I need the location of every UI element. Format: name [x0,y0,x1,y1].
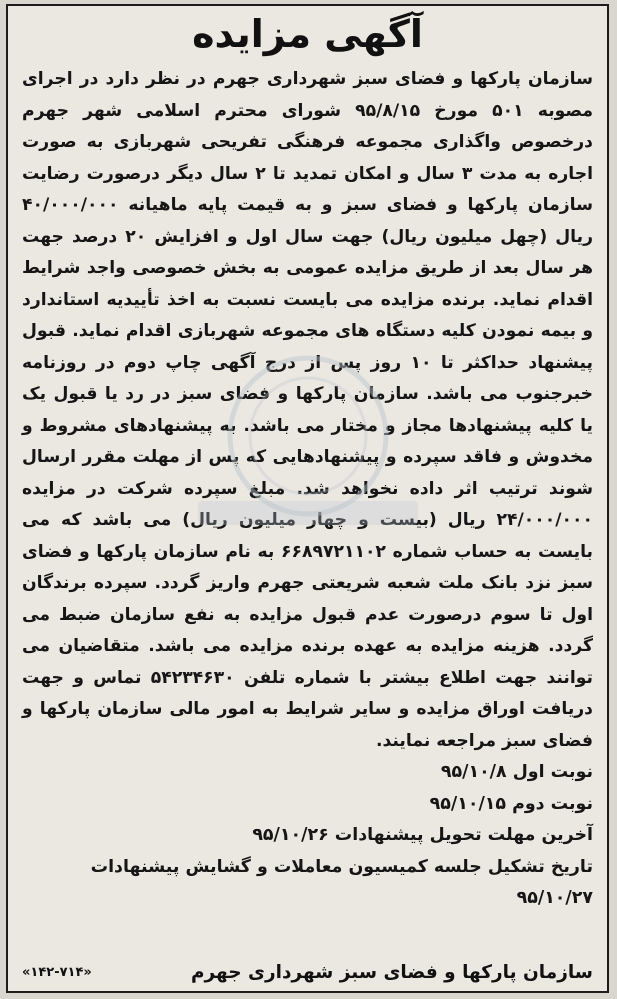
notice-sheet [6,4,609,993]
schedule-block [22,757,593,915]
commission-date: ۹۵/۱۰/۲۷ [516,888,593,908]
submission-deadline: آخرین مهلت تحویل پیشنهادات ۹۵/۱۰/۲۶ [252,825,593,845]
commission-label: تاریخ تشکیل جلسه کمیسیون معاملات و گشایش پیشنهادات [90,856,593,877]
notice-title: آگهی مزایده [192,12,423,56]
notice-footer [22,962,593,983]
footer-organization: سازمان پارکها و فضای سبز شهرداری جهرم [190,962,593,983]
second-round-date: نوبت دوم ۹۵/۱۰/۱۵ [429,793,593,814]
first-round-date: نوبت اول ۹۵/۱۰/۸ [440,762,593,782]
notice-body: سازمان پارکها و فضای سبز شهرداری جهرم در نظر دارد در اجرای مصوبه ۵۰۱ مورخ ۹۵/۸/۱۵ شورای محترم اسلامی شهر جهرم درخصوص واگذاری مجموعه فرهنگی تفریحی شهربازی به صورت اجاره به مدت ۳ سال و امکان تمدید تا ۲ سال دیگر درصورت رضایت سازمان پارکها و فضای سبز و به قیمت پایه ماهیانه ۴۰/۰۰۰/۰۰۰ ریال (چهل میلیون ریال) جهت سال اول و افزایش ۲۰ درصد جهت هر سال بعد از طریق مزایده عمومی به بخش خصوصی واجد شرایط اقدام نماید. برنده مزایده می بایست نسبت به اخذ تأییدیه استاندارد و بیمه نمودن کلیه دستگاه های مجموعه شهربازی اقدام نماید. قبول پیشنهاد حداکثر تا ۱۰ روز پس از درج آگهی چاپ دوم در روزنامه خبرجنوب می باشد. سازمان پارکها و فضای سبز در رد یا قبول یک یا کلیه پیشنهادها مجاز و مختار می باشد. به پیشنهادهای مشروط و مخدوش و فاقد سپرده و پیشنهادهایی که پس از مهلت مقرر ارسال شوند ترتیب اثر داده نخواهد شد. مبلغ سپرده شرکت در مزایده ۲۴/۰۰۰/۰۰۰ ریال (بیست و چهار میلیون ریال) می باشد که می بایست به حساب شماره ۶۶۸۹۷۲۱۱۰۲ به نام سازمان پارکها و فضای سبز نزد بانک ملت شعبه شریعتی جهرم واریز گردد. سپرده برندگان اول تا سوم درصورت عدم قبول مزایده به نفع سازمان ضبط می گردد. هزینه مزایده به عهده برنده مزایده می باشد. متقاضیان می توانند جهت اطلاع بیشتر با شماره تلفن ۵۴۲۳۴۶۳۰ تماس و جهت دریافت اوراق مزایده و سایر شرایط به امور مالی سازمان پارکها و فضای سبز مراجعه نمایند. [22,69,594,751]
footer-code: «۱۴۲-۷۱۴» [22,965,92,980]
